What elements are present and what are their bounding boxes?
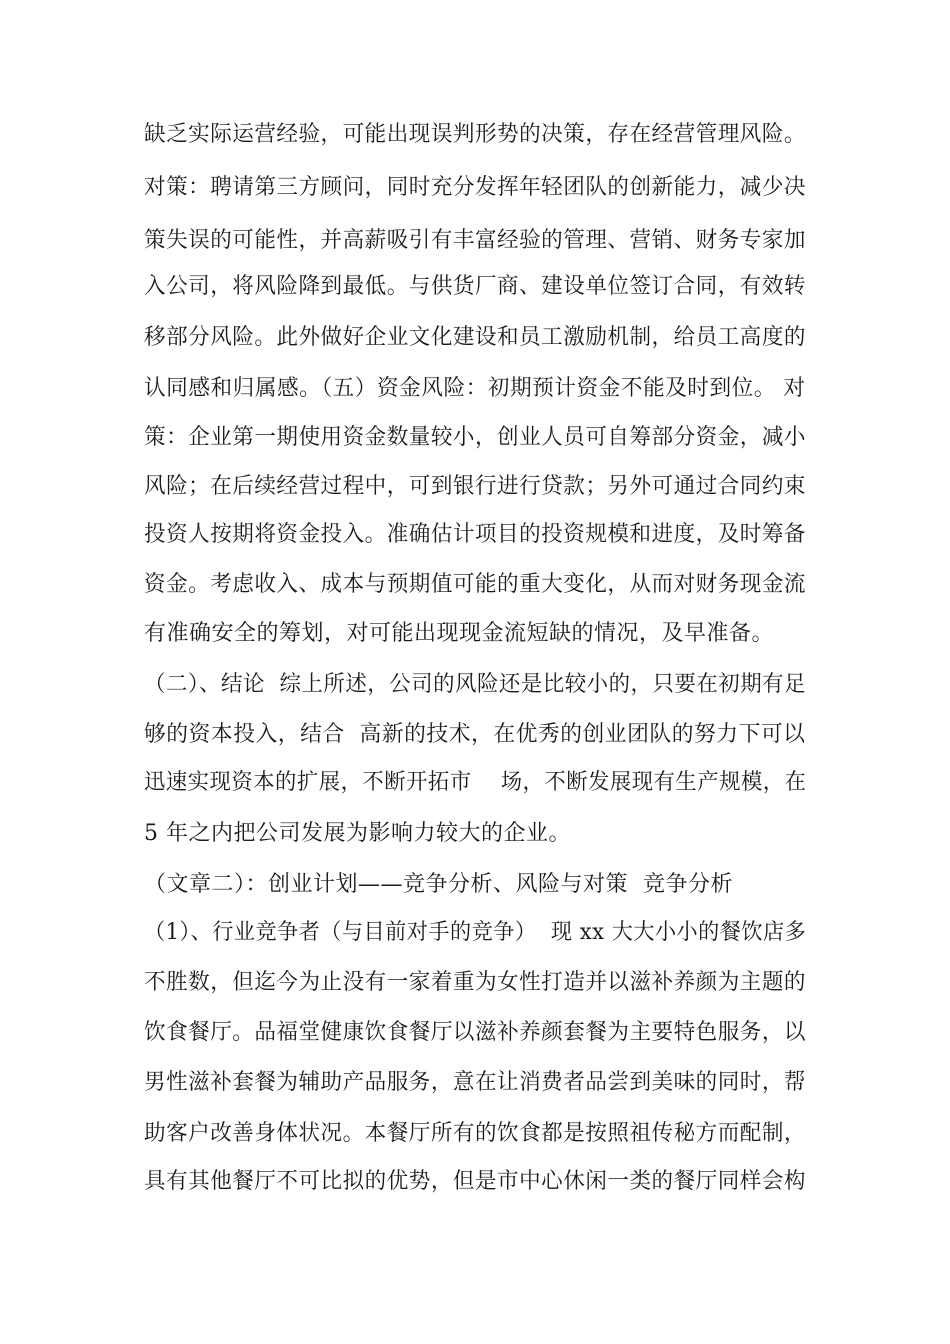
text-line: 风险；在后续经营过程中，可到银行进行贷款；另外可通过合同约束 — [144, 474, 806, 499]
text-line: 具有其他餐厅不可比拟的优势，但是市中心休闲一类的餐厅同样会构 — [144, 1169, 806, 1194]
text-line: （二）、结论 综上所述，公司的风险还是比较小的，只要在初期有足 — [144, 672, 807, 697]
text-line: 不胜数，但迄今为止没有一家着重为女性打造并以滋补养颜为主题的 — [144, 970, 806, 995]
text-line: 投资人按期将资金投入。准确估计项目的投资规模和进度，及时筹备 — [144, 522, 806, 547]
text-line: （1）、行业竞争者（与目前对手的竞争） 现 xx 大大小小的餐饮店多 — [144, 920, 807, 945]
text-line: 入公司，将风险降到最低。与供货厂商、建设单位签订合同，有效转 — [144, 274, 806, 299]
text-line: 饮食餐厅。品福堂健康饮食餐厅以滋补养颜套餐为主要特色服务，以 — [144, 1020, 806, 1045]
text-line: 男性滋补套餐为辅助产品服务，意在让消费者品尝到美味的同时，帮 — [144, 1070, 806, 1095]
text-line: 策失误的可能性，并高薪吸引有丰富经验的管理、营销、财务专家加 — [144, 228, 806, 253]
text-line: 对策：聘请第三方顾问，同时充分发挥年轻团队的创新能力，减少决 — [144, 175, 806, 200]
text-line: 够的资本投入，结合 高新的技术，在优秀的创业团队的努力下可以 — [144, 722, 806, 747]
text-line: 资金。考虑收入、成本与预期值可能的重大变化，从而对财务现金流 — [144, 572, 806, 597]
text-line: 认同感和归属感。（五）资金风险：初期预计资金不能及时到位。 对 — [144, 376, 806, 401]
text-line: 有准确安全的筹划，对可能出现现金流短缺的情况，及早准备。 — [144, 621, 775, 646]
text-line: 策：企业第一期使用资金数量较小，创业人员可自筹部分资金，减小 — [144, 425, 806, 450]
text-line: 缺乏实际运营经验，可能出现误判形势的决策，存在经营管理风险。 — [144, 122, 806, 147]
text-line: 5 年之内把公司发展为影响力较大的企业。 — [144, 821, 571, 846]
text-line: 迅速实现资本的扩展，不断开拓市 场，不断发展现有生产规模，在 — [144, 770, 807, 795]
text-line: 助客户改善身体状况。本餐厅所有的饮食都是按照祖传秘方而配制， — [144, 1121, 806, 1146]
text-line: （文章二）：创业计划——竞争分析、风险与对策 竞争分析 — [144, 872, 733, 897]
text-line: 移部分风险。此外做好企业文化建设和员工激励机制，给员工高度的 — [144, 325, 806, 350]
